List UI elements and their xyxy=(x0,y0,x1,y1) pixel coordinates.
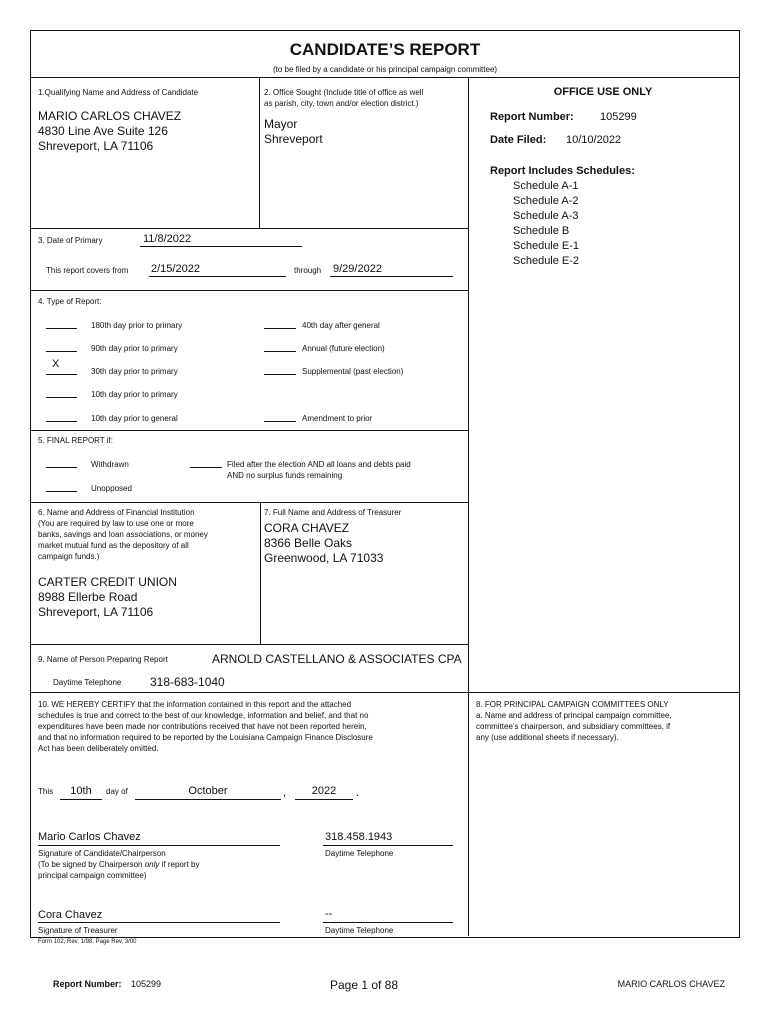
certification-line: 10. WE HEREBY CERTIFY that the information contained in this report and the attached xyxy=(38,700,352,709)
committee-line: 8. FOR PRINCIPAL CAMPAIGN COMMITTEES ONLY xyxy=(476,700,669,709)
report-type-label: 4. Type of Report: xyxy=(38,297,102,306)
bank-address1: 8988 Ellerbe Road xyxy=(38,590,138,604)
certification-line: schedules is true and correct to the best of our knowledge, information and belief, and that no xyxy=(38,711,369,720)
date-year: 2022 xyxy=(295,784,353,800)
candidate-phone: 318.458.1943 xyxy=(325,831,393,843)
rule xyxy=(260,502,261,644)
schedule-item: Schedule E-1 xyxy=(513,240,580,252)
bank-name: CARTER CREDIT UNION xyxy=(38,575,177,589)
schedule-item: Schedule A-1 xyxy=(513,180,579,192)
covers-from: 2/15/2022 xyxy=(151,263,200,275)
covers-from-line xyxy=(149,276,286,277)
date-day-of-label: day of xyxy=(106,787,128,796)
checkbox-mark: X xyxy=(52,358,60,370)
committee-line: any (use additional sheets if necessary). xyxy=(476,733,619,742)
form-subtitle: (to be filed by a candidate or his principal campaign committee) xyxy=(272,65,498,74)
footer-candidate-name: MARIO CARLOS CHAVEZ xyxy=(617,979,725,989)
bank-label-5: campaign funds.) xyxy=(38,552,100,561)
certification-text xyxy=(38,699,463,754)
candidate-address1: 4830 Line Ave Suite 126 xyxy=(38,124,168,138)
preparer-phone-label: Daytime Telephone xyxy=(53,678,122,687)
note-text: if report by xyxy=(159,860,200,869)
date-month: October xyxy=(135,784,281,800)
bank-label-1: 6. Name and Address of Financial Institution xyxy=(38,508,195,517)
final-report-label: 5. FINAL REPORT if: xyxy=(38,436,113,445)
rule xyxy=(30,77,739,78)
treasurer-phone-label: Daytime Telephone xyxy=(325,926,394,935)
form-number: Form 102, Rev. 1/98, Page Rev. 3/00 xyxy=(38,939,137,945)
rule xyxy=(30,502,468,503)
candidate-name: MARIO CARLOS CHAVEZ xyxy=(38,109,182,123)
footer-report-number: 105299 xyxy=(131,979,162,989)
report-number-label: Report Number: xyxy=(490,111,574,123)
checkbox-line[interactable] xyxy=(46,374,77,375)
candidate-phone-label: Daytime Telephone xyxy=(325,849,394,858)
checkbox-line[interactable] xyxy=(264,421,296,422)
final-filed-after-2: AND no surplus funds remaining xyxy=(227,471,343,480)
candidate-signature-note xyxy=(38,859,199,870)
through-label: through xyxy=(294,266,322,275)
schedule-item: Schedule E-2 xyxy=(513,255,580,267)
treasurer-label: 7. Full Name and Address of Treasurer xyxy=(264,508,402,517)
rule xyxy=(30,290,468,291)
checkbox-line[interactable] xyxy=(46,491,77,492)
final-unopposed: Unopposed xyxy=(91,484,132,493)
schedule-item: Schedule A-3 xyxy=(513,210,579,222)
report-type-option: 10th day prior to primary xyxy=(91,390,178,399)
date-day: 10th xyxy=(60,784,102,800)
committee-line: committee’s chairperson, and subsidiary committees, if xyxy=(476,722,671,731)
covers-label: This report covers from xyxy=(46,266,129,275)
treasurer-address1: 8366 Belle Oaks xyxy=(264,536,353,550)
preparer-name: ARNOLD CASTELLANO & ASSOCIATES CPA xyxy=(212,652,462,666)
committee-line: a. Name and address of principal campaign committee, xyxy=(476,711,672,720)
rule xyxy=(259,77,260,228)
office-title: Mayor xyxy=(264,117,298,131)
report-number-value: 105299 xyxy=(600,111,637,123)
checkbox-line[interactable] xyxy=(46,421,77,422)
treasurer-signature-line xyxy=(38,922,280,923)
through-line xyxy=(330,276,453,277)
report-type-option: 40th day after general xyxy=(302,321,380,330)
office-place: Shreveport xyxy=(264,132,323,146)
candidate-signature-label: Signature of Candidate/Chairperson xyxy=(38,849,166,858)
treasurer-phone: -- xyxy=(325,908,333,920)
rule xyxy=(30,430,468,431)
office-label-2: as parish, city, town and/or election district.) xyxy=(264,99,419,108)
report-type-option: Supplemental (past election) xyxy=(302,367,404,376)
checkbox-line[interactable] xyxy=(264,351,296,352)
date-period: . xyxy=(356,787,360,799)
certification-line: and that no information required to be reported by the Louisiana Campaign Finance Disclosure xyxy=(38,733,373,742)
schedules-list xyxy=(513,179,579,269)
candidate-signature: Mario Carlos Chavez xyxy=(38,831,141,843)
checkbox-line[interactable] xyxy=(264,374,296,375)
report-type-option: 30th day prior to primary xyxy=(91,367,178,376)
schedules-label: Report Includes Schedules: xyxy=(490,165,635,177)
schedule-item: Schedule B xyxy=(513,225,570,237)
form-title: CANDIDATE’S REPORT xyxy=(289,40,481,59)
certification-line: expenditures have been made nor contributions received that have not been reported herein, xyxy=(38,722,367,731)
rule xyxy=(30,644,468,645)
office-label-1: 2. Office Sought (Include title of office as well xyxy=(264,88,424,97)
date-filed-value: 10/10/2022 xyxy=(566,134,622,146)
footer-report-number-label: Report Number: xyxy=(53,979,122,989)
checkbox-line[interactable] xyxy=(46,467,77,468)
final-filed-after-1: Filed after the election AND all loans and debts paid xyxy=(227,460,411,469)
report-type-option: 90th day prior to primary xyxy=(91,344,178,353)
note-emphasis: only xyxy=(144,860,160,869)
checkbox-line[interactable] xyxy=(46,351,77,352)
treasurer-signature-label: Signature of Treasurer xyxy=(38,926,118,935)
treasurer-name: CORA CHAVEZ xyxy=(264,521,350,535)
primary-date-line xyxy=(140,246,302,247)
report-type-option: Annual (future election) xyxy=(302,344,385,353)
report-type-option: 180th day prior to primary xyxy=(91,321,183,330)
bank-label-3: banks, savings and loan associations, or money xyxy=(38,530,208,539)
bank-address2: Shreveport, LA 71106 xyxy=(38,605,154,619)
treasurer-signature: Cora Chavez xyxy=(38,909,103,921)
note-text: (To be signed by Chairperson xyxy=(38,860,145,869)
checkbox-line[interactable] xyxy=(46,328,77,329)
office-use-heading: OFFICE USE ONLY xyxy=(553,86,653,98)
certification-line: Act has been deliberately omitted. xyxy=(38,744,159,753)
report-type-option: 10th day prior to general xyxy=(91,414,178,423)
candidate-label: 1.Qualifying Name and Address of Candidate xyxy=(38,88,199,97)
through-date: 9/29/2022 xyxy=(333,263,382,275)
candidate-phone-line xyxy=(323,845,453,846)
candidate-address2: Shreveport, LA 71106 xyxy=(38,139,154,153)
bank-label-2: (You are required by law to use one or more xyxy=(38,519,194,528)
rule xyxy=(30,228,468,229)
checkbox-line[interactable] xyxy=(264,328,296,329)
footer-page-number: Page 1 of 88 xyxy=(329,978,399,992)
candidate-signature-note-2: principal campaign committee) xyxy=(38,871,147,880)
bank-label-4: market mutual fund as the depository of all xyxy=(38,541,189,550)
final-withdrawn: Withdrawn xyxy=(91,460,129,469)
checkbox-line[interactable] xyxy=(190,467,222,468)
treasurer-phone-line xyxy=(323,922,453,923)
primary-label: 3. Date of Primary xyxy=(38,236,103,245)
rule xyxy=(30,692,739,693)
preparer-phone: 318-683-1040 xyxy=(150,675,225,689)
preparer-label: 9. Name of Person Preparing Report xyxy=(38,655,168,664)
report-type-option: Amendment to prior xyxy=(302,414,373,423)
checkbox-line[interactable] xyxy=(46,397,77,398)
schedule-item: Schedule A-2 xyxy=(513,195,579,207)
date-filed-label: Date Filed: xyxy=(490,134,547,146)
treasurer-address2: Greenwood, LA 71033 xyxy=(264,551,384,565)
date-this-label: This xyxy=(38,787,54,796)
committee-section xyxy=(476,699,734,743)
candidate-signature-line xyxy=(38,845,280,846)
date-comma: , xyxy=(283,787,287,799)
primary-date: 11/8/2022 xyxy=(143,233,192,245)
rule xyxy=(468,77,469,936)
